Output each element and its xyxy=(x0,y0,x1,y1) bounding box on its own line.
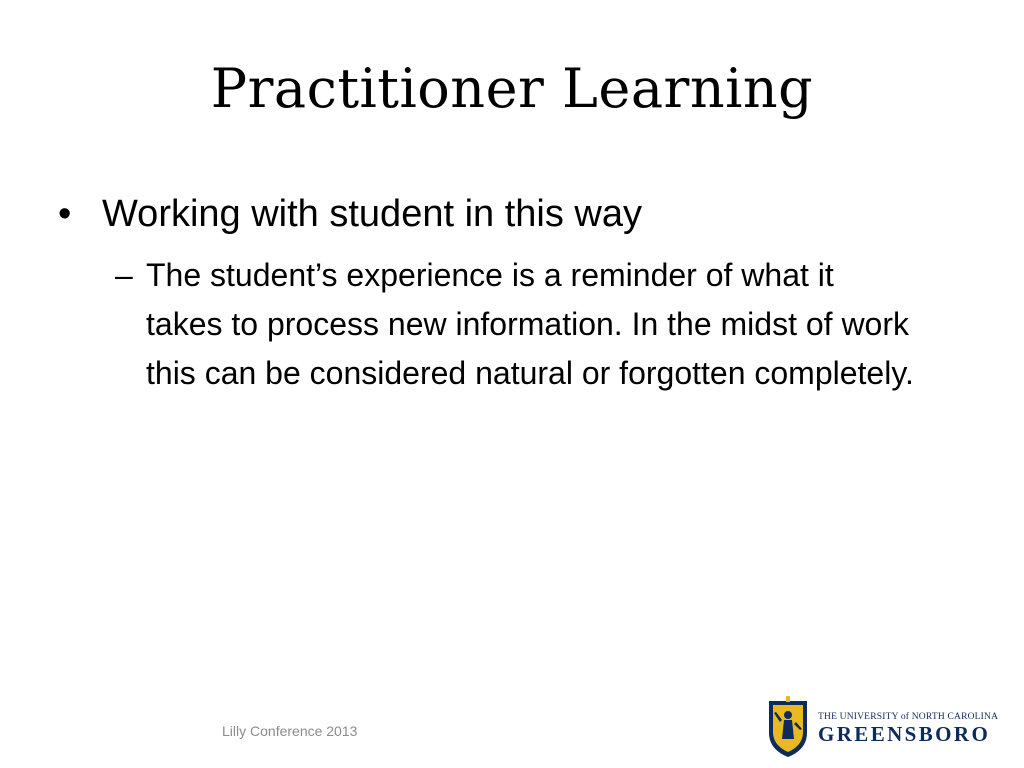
slide-title: Practitioner Learning xyxy=(210,57,814,120)
sub-bullet-item xyxy=(115,251,915,398)
sub-bullet-text: The student’s experience is a reminder of what it takes to process new information. In the midst of work this can be considered natural or forgotten completely. xyxy=(146,257,914,391)
university-logo xyxy=(766,695,1006,759)
footer-text: Lilly Conference 2013 xyxy=(222,723,358,739)
bullet-text: Working with student in this way xyxy=(102,193,642,235)
university-seal-icon xyxy=(766,695,810,759)
bullet-marker: • xyxy=(58,193,72,235)
bullet-item xyxy=(58,191,958,237)
logo-greensboro-line: GREENSBORO xyxy=(818,722,991,746)
logo-university-line: THE UNIVERSITY of NORTH CAROLINA xyxy=(818,712,999,722)
sub-bullet-marker: – xyxy=(115,257,133,293)
